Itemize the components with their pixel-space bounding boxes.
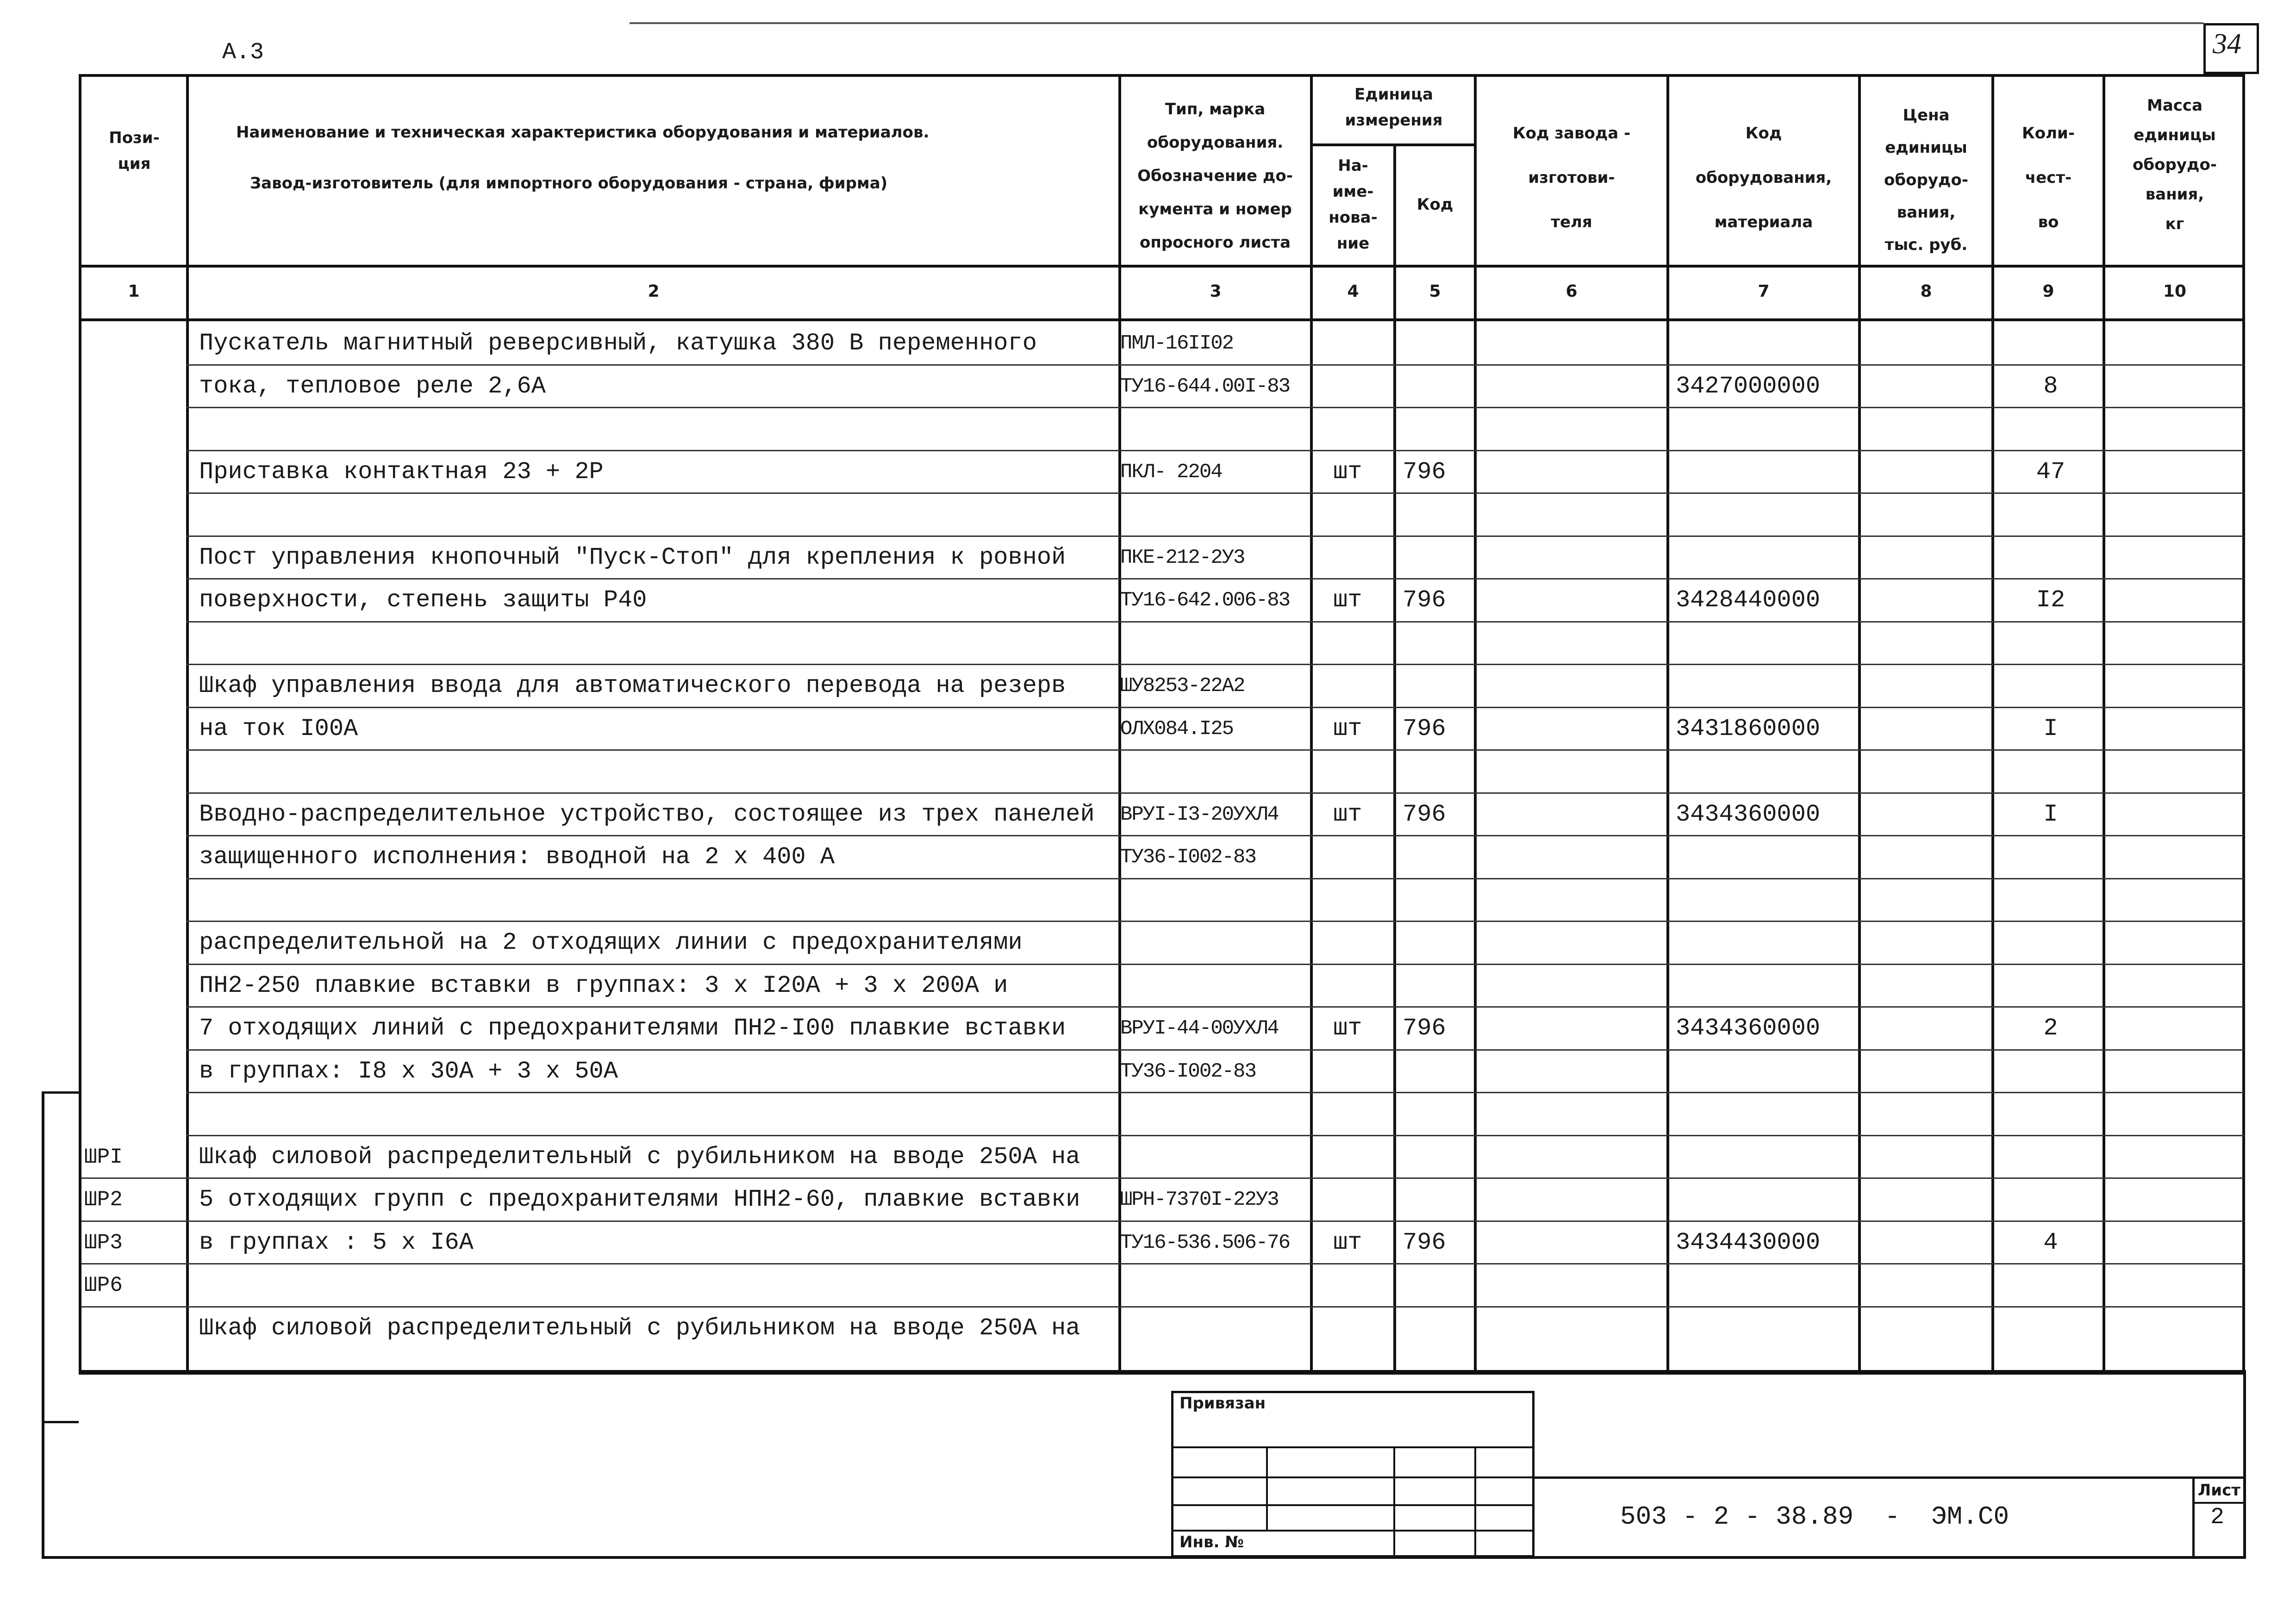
colnum-5: 5 bbox=[1429, 282, 1441, 301]
row-type: ТУ16-642.006-83 bbox=[1120, 589, 1290, 612]
colnum-7: 7 bbox=[1758, 282, 1770, 301]
page-number: 34 bbox=[2213, 28, 2241, 60]
stamp-doc-top-line bbox=[1532, 1476, 2245, 1479]
row-name: на ток I00A bbox=[199, 715, 358, 742]
row-separator bbox=[186, 1092, 2244, 1093]
colnum-8: 8 bbox=[1920, 282, 1932, 301]
colnum-9: 9 bbox=[2042, 282, 2054, 301]
row-equipment-code: 3434360000 bbox=[1676, 800, 1821, 828]
header-unit-group: Единица измерения bbox=[1345, 85, 1443, 130]
row-name: 7 отходящих линий с предохранителями ПН2-I00 плавкие вставки bbox=[199, 1015, 1066, 1042]
row-unit: шт bbox=[1333, 715, 1362, 742]
binding-strip bbox=[42, 1091, 44, 1559]
row-separator bbox=[186, 407, 2244, 408]
row-equipment-code: 3428440000 bbox=[1676, 586, 1821, 614]
row-type: ПМЛ-16II02 bbox=[1120, 332, 1234, 355]
row-separator bbox=[186, 578, 2244, 579]
row-type: ТУ36-I002-83 bbox=[1120, 1059, 1256, 1083]
colnum-2: 2 bbox=[648, 282, 660, 301]
header-qty: Коли- чест- во bbox=[2022, 124, 2075, 231]
row-qty: I2 bbox=[2036, 586, 2065, 614]
table-body-bottom-line bbox=[79, 1370, 2245, 1373]
row-name: Шкаф управления ввода для автоматического перевода на резерв bbox=[199, 672, 1066, 699]
position-separator bbox=[81, 1177, 186, 1179]
header-equipment-code: Код оборудования, материала bbox=[1695, 124, 1832, 231]
bound-stamp-v2 bbox=[1393, 1446, 1395, 1557]
row-name: тока, тепловое реле 2,6А bbox=[199, 372, 546, 400]
sheet-label: Лист bbox=[2198, 1481, 2240, 1500]
stamp-sheet-divider bbox=[2192, 1476, 2195, 1557]
sheet-number: 2 bbox=[2210, 1504, 2225, 1531]
row-separator bbox=[186, 621, 2244, 623]
row-unit-code: 796 bbox=[1403, 715, 1446, 742]
row-type: ТУ36-I002-83 bbox=[1120, 846, 1256, 869]
row-separator bbox=[186, 492, 2244, 494]
bound-stamp-h1 bbox=[1171, 1446, 1535, 1448]
row-type: ШРН-7370I-22У3 bbox=[1120, 1188, 1279, 1211]
row-separator bbox=[186, 878, 2244, 879]
col-line-9 bbox=[2103, 74, 2105, 1375]
col-line-1 bbox=[186, 74, 189, 1375]
sheet-top-label: А.3 bbox=[222, 39, 264, 66]
stamp-sheet-label-line bbox=[2192, 1502, 2245, 1504]
row-name: в группах: I8 х 30А + 3 х 50А bbox=[199, 1057, 618, 1085]
col-line-5 bbox=[1474, 74, 1477, 1375]
row-qty: I bbox=[2043, 800, 2058, 828]
binding-strip-mid bbox=[42, 1421, 79, 1423]
row-separator bbox=[186, 450, 2244, 451]
row-separator bbox=[186, 664, 2244, 665]
row-unit-code: 796 bbox=[1403, 1228, 1446, 1256]
row-qty: I bbox=[2043, 715, 2058, 742]
row-separator bbox=[186, 536, 2244, 537]
row-position: ШРI bbox=[84, 1145, 123, 1169]
binding-strip-top bbox=[42, 1091, 79, 1094]
row-name: защищенного исполнения: вводной на 2 х 400 А bbox=[199, 843, 835, 871]
row-position: ШР2 bbox=[84, 1188, 123, 1212]
row-separator bbox=[186, 1306, 2244, 1308]
row-separator bbox=[186, 835, 2244, 836]
header-unit-code: Код bbox=[1416, 195, 1454, 214]
row-equipment-code: 3427000000 bbox=[1676, 372, 1821, 400]
row-separator bbox=[186, 749, 2244, 751]
row-separator bbox=[186, 1135, 2244, 1136]
row-position: ШР6 bbox=[84, 1273, 123, 1297]
header-position: Пози- ция bbox=[109, 129, 160, 173]
row-type: ОЛХ084.I25 bbox=[1120, 717, 1234, 741]
row-separator bbox=[186, 1006, 2244, 1008]
row-name: Шкаф силовой распределительный с рубильником на вводе 250А на bbox=[199, 1314, 1080, 1342]
colnum-10: 10 bbox=[2163, 282, 2187, 301]
col-line-7 bbox=[1858, 74, 1861, 1375]
row-separator bbox=[186, 964, 2244, 965]
row-position: ШР3 bbox=[84, 1230, 123, 1255]
col-line-4 bbox=[1393, 143, 1396, 1375]
row-equipment-code: 3431860000 bbox=[1676, 715, 1821, 742]
top-border-line bbox=[630, 22, 2203, 24]
position-separator bbox=[81, 1221, 186, 1222]
row-qty: 4 bbox=[2043, 1228, 2058, 1256]
row-name: Шкаф силовой распределительный с рубильником на вводе 250А на bbox=[199, 1143, 1080, 1171]
row-qty: 47 bbox=[2036, 458, 2065, 486]
stamp-bottom-line bbox=[42, 1556, 2245, 1559]
bound-stamp-box bbox=[1171, 1391, 1535, 1557]
row-name: Приставка контактная 23 + 2Р bbox=[199, 458, 604, 486]
row-type: ШУ8253-22А2 bbox=[1120, 674, 1245, 698]
header-unit-name: На- име- нова- ние bbox=[1329, 156, 1378, 253]
stamp-right-line bbox=[2243, 1370, 2246, 1559]
bound-stamp-v3 bbox=[1474, 1446, 1476, 1557]
header-type: Тип, марка оборудования. Обозначение до- кумента и номер опросного листа bbox=[1137, 100, 1293, 252]
bound-stamp-v1 bbox=[1266, 1446, 1268, 1530]
row-qty: 8 bbox=[2043, 372, 2058, 400]
row-unit-code: 796 bbox=[1403, 800, 1446, 828]
col-line-6 bbox=[1666, 74, 1669, 1375]
bound-label: Привязан bbox=[1179, 1394, 1266, 1413]
row-type: ТУ16-644.00I-83 bbox=[1120, 374, 1290, 398]
row-name: в группах : 5 х I6А bbox=[199, 1228, 474, 1256]
row-type: ПКЕ-212-2У3 bbox=[1120, 546, 1245, 569]
row-unit-code: 796 bbox=[1403, 586, 1446, 614]
row-name: ПН2-250 плавкие вставки в группах: 3 х I20А + 3 х 200А и bbox=[199, 972, 1008, 999]
row-unit: шт bbox=[1333, 1015, 1362, 1042]
row-unit-code: 796 bbox=[1403, 458, 1446, 486]
row-name: Вводно-распределительное устройство, состоящее из трех панелей bbox=[199, 800, 1095, 828]
row-type: ВРУI-I3-20УХЛ4 bbox=[1120, 803, 1279, 826]
colnum-4: 4 bbox=[1347, 282, 1359, 301]
row-qty: 2 bbox=[2043, 1015, 2058, 1042]
col-line-3 bbox=[1310, 74, 1313, 1375]
position-separator bbox=[81, 1306, 186, 1308]
colnum-6: 6 bbox=[1566, 282, 1578, 301]
colnum-bottom-line bbox=[79, 318, 2245, 321]
bound-stamp-h4 bbox=[1171, 1530, 1535, 1532]
row-unit: шт bbox=[1333, 458, 1362, 486]
header-factory-code: Код завода - изготови- теля bbox=[1512, 124, 1631, 231]
row-separator bbox=[186, 1049, 2244, 1051]
header-price: Цена единицы оборудо- вания, тыс. руб. bbox=[1884, 106, 1968, 254]
header-mass: Масса единицы оборудо- вания, кг bbox=[2133, 96, 2217, 233]
row-name: поверхности, степень защиты Р40 bbox=[199, 586, 647, 614]
row-type: ВРУI-44-00УХЛ4 bbox=[1120, 1017, 1279, 1040]
row-unit: шт bbox=[1333, 1228, 1362, 1256]
row-name: Пускатель магнитный реверсивный, катушка 380 В переменного bbox=[199, 330, 1037, 357]
row-name: Пост управления кнопочный "Пуск-Стоп" для крепления к ровной bbox=[199, 543, 1066, 571]
colnum-3: 3 bbox=[1210, 282, 1222, 301]
row-equipment-code: 3434430000 bbox=[1676, 1228, 1821, 1256]
bound-stamp-h3 bbox=[1171, 1504, 1535, 1506]
doc-code: 503 - 2 - 38.89 - ЭМ.С0 bbox=[1620, 1502, 2009, 1532]
row-unit: шт bbox=[1333, 586, 1362, 614]
row-type: ТУ16-536.506-76 bbox=[1120, 1231, 1290, 1254]
unit-subheader-line bbox=[1310, 143, 1477, 146]
row-separator bbox=[186, 1221, 2244, 1222]
colnum-1: 1 bbox=[128, 282, 140, 301]
row-separator bbox=[186, 364, 2244, 366]
row-equipment-code: 3434360000 bbox=[1676, 1015, 1821, 1042]
row-unit-code: 796 bbox=[1403, 1015, 1446, 1042]
row-unit: шт bbox=[1333, 800, 1362, 828]
header-bottom-line bbox=[79, 265, 2245, 268]
row-separator bbox=[186, 792, 2244, 794]
bound-stamp-h2 bbox=[1171, 1476, 1535, 1478]
header-name-line1: Наименование и техническая характеристика оборудования и материалов. bbox=[236, 123, 930, 142]
row-separator bbox=[186, 1177, 2244, 1179]
col-line-8 bbox=[1991, 74, 1994, 1375]
row-type: ПКЛ- 2204 bbox=[1120, 460, 1222, 484]
row-separator bbox=[186, 707, 2244, 708]
row-separator bbox=[186, 1263, 2244, 1264]
row-separator bbox=[186, 921, 2244, 922]
position-separator bbox=[81, 1263, 186, 1264]
row-name: 5 отходящих групп с предохранителями НПН2-60, плавкие вставки bbox=[199, 1186, 1080, 1213]
header-name-line2: Завод-изготовитель (для импортного оборудования - страна, фирма) bbox=[250, 174, 888, 193]
inv-label: Инв. № bbox=[1179, 1533, 1244, 1551]
row-name: распределительной на 2 отходящих линии с предохранителями bbox=[199, 929, 1023, 956]
